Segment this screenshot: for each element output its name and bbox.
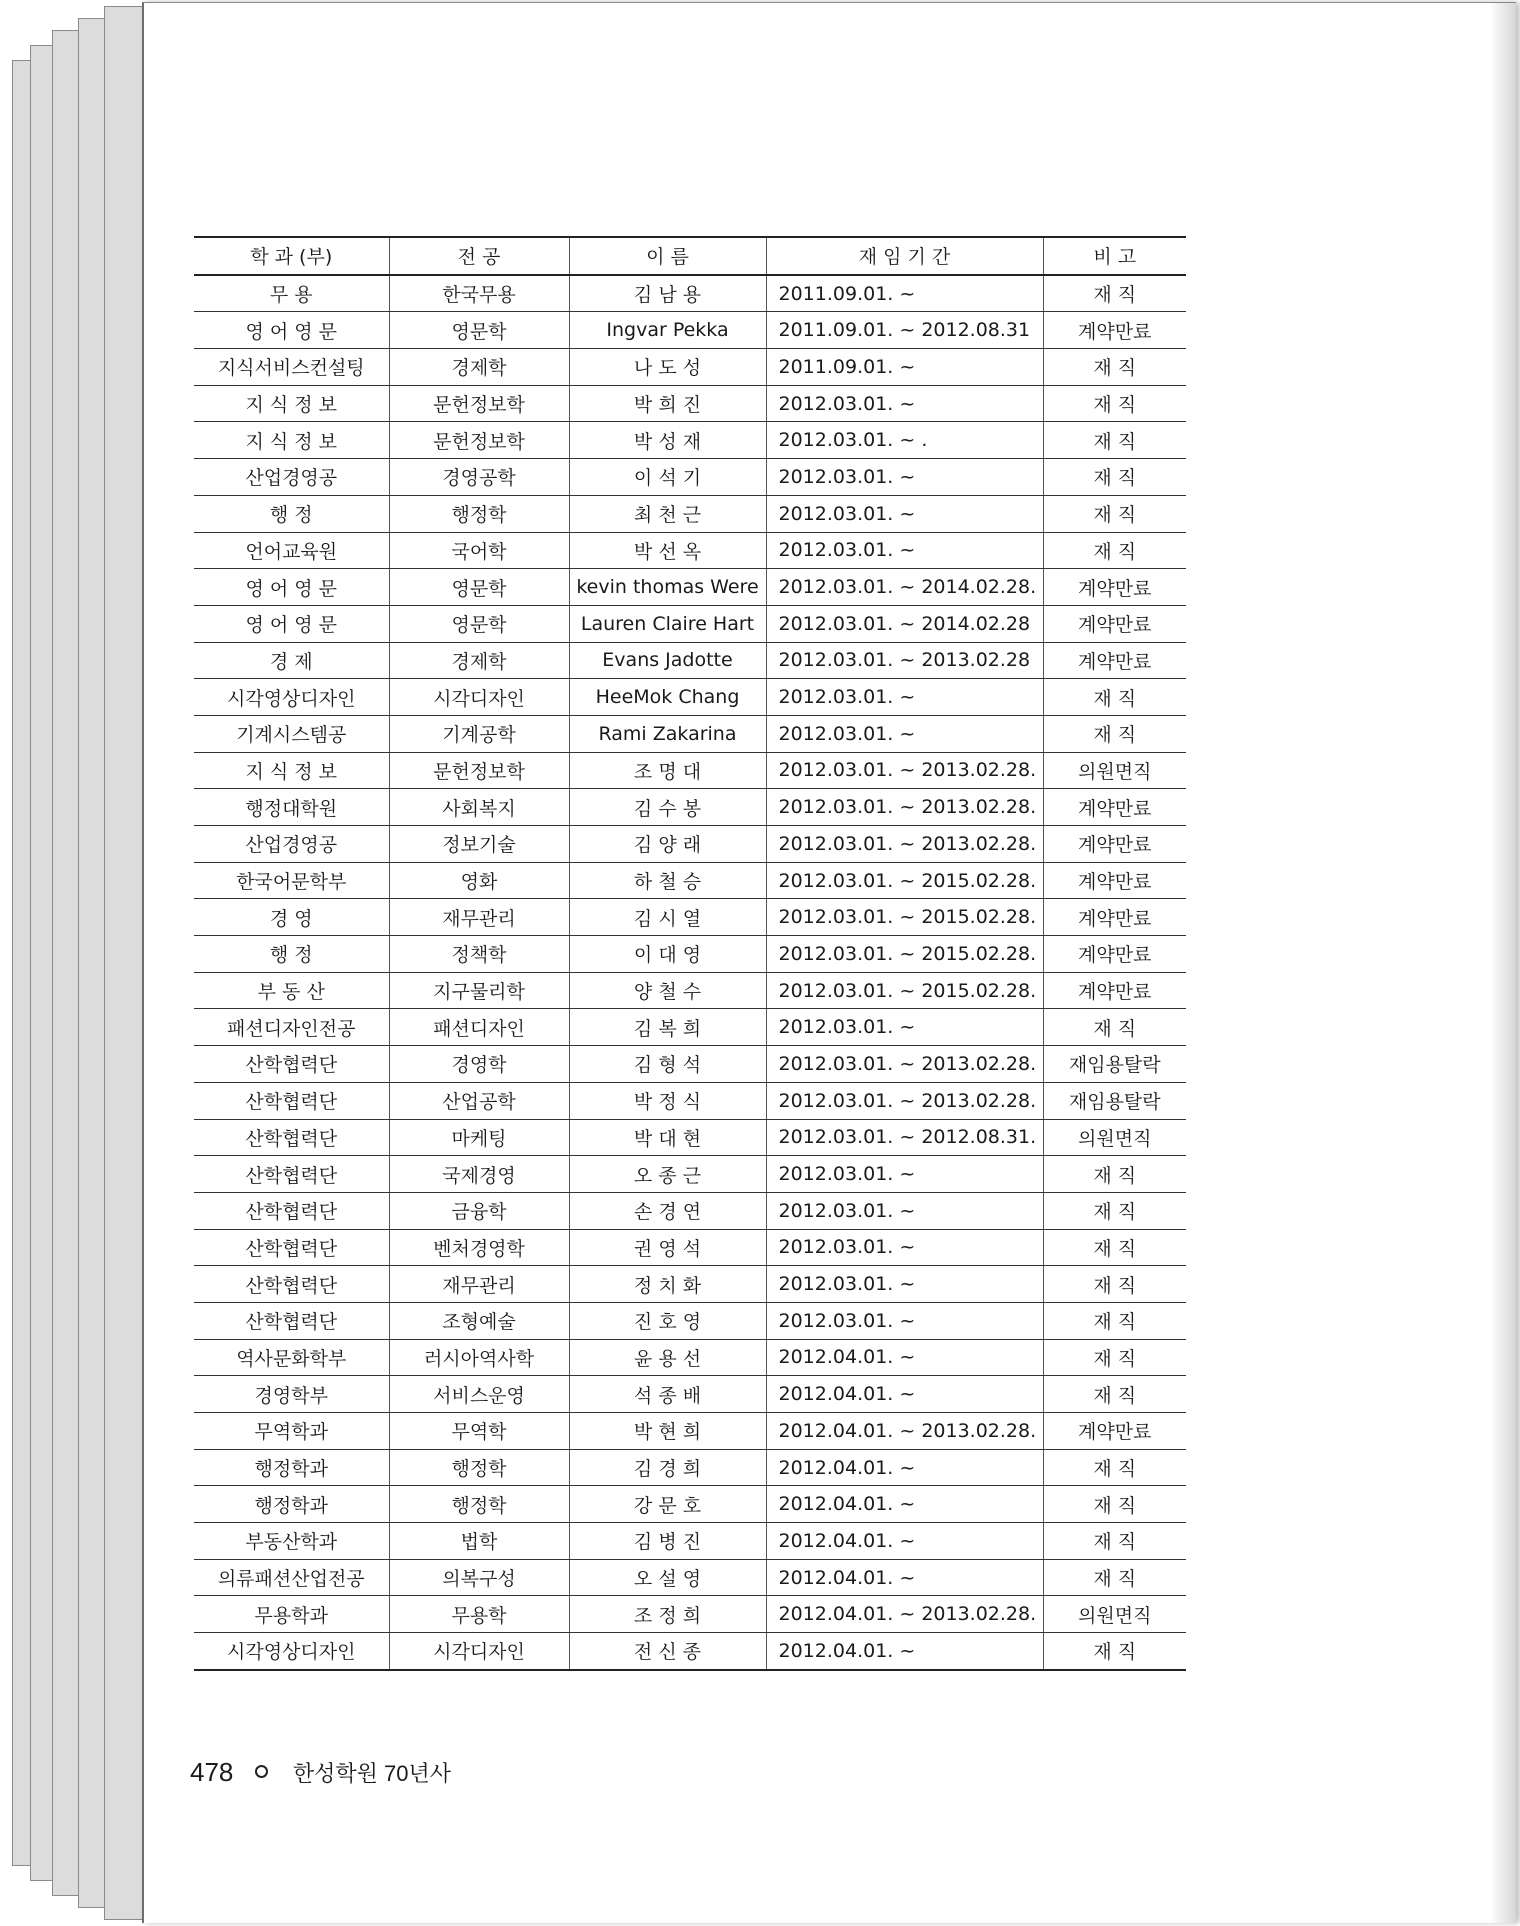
cell-department: 산학협력단 bbox=[194, 1266, 389, 1303]
cell-name: 나 도 성 bbox=[569, 349, 766, 386]
table-row bbox=[194, 972, 1186, 1009]
cell-name: 김 시 열 bbox=[569, 899, 766, 936]
table-row bbox=[194, 422, 1186, 459]
cell-remarks: 의원면직 bbox=[1043, 1596, 1186, 1633]
cell-department: 역사문화학부 bbox=[194, 1339, 389, 1376]
cell-period: 2012.04.01. ~ bbox=[766, 1449, 1043, 1486]
cell-major: 기계공학 bbox=[389, 715, 569, 752]
cell-major: 문헌정보학 bbox=[389, 752, 569, 789]
cell-remarks: 재 직 bbox=[1043, 1192, 1186, 1229]
table-row bbox=[194, 312, 1186, 349]
cell-major: 영문학 bbox=[389, 569, 569, 606]
cell-name: kevin thomas Were bbox=[569, 569, 766, 606]
cell-period: 2012.03.01. ~ 2013.02.28. bbox=[766, 1082, 1043, 1119]
cell-name: Evans Jadotte bbox=[569, 642, 766, 679]
cell-name: Rami Zakarina bbox=[569, 715, 766, 752]
cell-name: 박 희 진 bbox=[569, 385, 766, 422]
table-row bbox=[194, 1229, 1186, 1266]
cell-remarks: 재 직 bbox=[1043, 275, 1186, 312]
table-row bbox=[194, 1082, 1186, 1119]
cell-name: 박 대 현 bbox=[569, 1119, 766, 1156]
cell-major: 러시아역사학 bbox=[389, 1339, 569, 1376]
cell-remarks: 재 직 bbox=[1043, 385, 1186, 422]
cell-remarks: 재 직 bbox=[1043, 1229, 1186, 1266]
cell-remarks: 재 직 bbox=[1043, 1559, 1186, 1596]
table-row bbox=[194, 826, 1186, 863]
cell-period: 2012.03.01. ~ 2014.02.28. bbox=[766, 569, 1043, 606]
cell-major: 경영공학 bbox=[389, 459, 569, 496]
header-period: 재 임 기 간 bbox=[766, 237, 1043, 275]
cell-period: 2012.03.01. ~ 2013.02.28. bbox=[766, 826, 1043, 863]
cell-name: 김 수 봉 bbox=[569, 789, 766, 826]
cell-department: 행 정 bbox=[194, 495, 389, 532]
cell-remarks: 재 직 bbox=[1043, 532, 1186, 569]
cell-name: 손 경 연 bbox=[569, 1192, 766, 1229]
cell-name: 석 종 배 bbox=[569, 1376, 766, 1413]
cell-major: 마케팅 bbox=[389, 1119, 569, 1156]
table-row bbox=[194, 1596, 1186, 1633]
cell-name: 박 선 옥 bbox=[569, 532, 766, 569]
cell-name: 양 철 수 bbox=[569, 972, 766, 1009]
cell-period: 2012.04.01. ~ bbox=[766, 1339, 1043, 1376]
cell-department: 행정대학원 bbox=[194, 789, 389, 826]
cell-department: 행정학과 bbox=[194, 1449, 389, 1486]
cell-name: 김 형 석 bbox=[569, 1046, 766, 1083]
table-row bbox=[194, 275, 1186, 312]
cell-department: 기계시스템공 bbox=[194, 715, 389, 752]
cell-name: 강 문 호 bbox=[569, 1486, 766, 1523]
cell-remarks: 재 직 bbox=[1043, 1156, 1186, 1193]
cell-remarks: 계약만료 bbox=[1043, 899, 1186, 936]
cell-department: 행 정 bbox=[194, 936, 389, 973]
cell-name: 김 병 진 bbox=[569, 1523, 766, 1560]
cell-department: 한국어문학부 bbox=[194, 862, 389, 899]
cell-period: 2012.03.01. ~ bbox=[766, 715, 1043, 752]
header-department: 학 과 (부) bbox=[194, 237, 389, 275]
cell-major: 행정학 bbox=[389, 495, 569, 532]
cell-major: 벤처경영학 bbox=[389, 1229, 569, 1266]
table-row bbox=[194, 605, 1186, 642]
cell-department: 행정학과 bbox=[194, 1486, 389, 1523]
table-header-row bbox=[194, 237, 1186, 275]
cell-remarks: 재 직 bbox=[1043, 1633, 1186, 1670]
cell-period: 2012.03.01. ~ 2015.02.28. bbox=[766, 899, 1043, 936]
cell-major: 법학 bbox=[389, 1523, 569, 1560]
table-row bbox=[194, 1449, 1186, 1486]
cell-remarks: 재 직 bbox=[1043, 349, 1186, 386]
cell-remarks: 계약만료 bbox=[1043, 642, 1186, 679]
cell-period: 2012.03.01. ~ bbox=[766, 1156, 1043, 1193]
cell-remarks: 계약만료 bbox=[1043, 789, 1186, 826]
cell-department: 영 어 영 문 bbox=[194, 569, 389, 606]
cell-period: 2012.03.01. ~ bbox=[766, 385, 1043, 422]
cell-name: 김 경 희 bbox=[569, 1449, 766, 1486]
bullet-circle-icon bbox=[255, 1765, 268, 1778]
cell-name: 최 천 근 bbox=[569, 495, 766, 532]
cell-remarks: 계약만료 bbox=[1043, 972, 1186, 1009]
cell-period: 2012.04.01. ~ bbox=[766, 1559, 1043, 1596]
cell-major: 한국무용 bbox=[389, 275, 569, 312]
cell-department: 언어교육원 bbox=[194, 532, 389, 569]
cell-remarks: 계약만료 bbox=[1043, 569, 1186, 606]
table-row bbox=[194, 1192, 1186, 1229]
cell-major: 문헌정보학 bbox=[389, 385, 569, 422]
cell-major: 서비스운영 bbox=[389, 1376, 569, 1413]
cell-period: 2012.03.01. ~ 2014.02.28 bbox=[766, 605, 1043, 642]
cell-name: HeeMok Chang bbox=[569, 679, 766, 716]
cell-major: 산업공학 bbox=[389, 1082, 569, 1119]
table-row bbox=[194, 679, 1186, 716]
cell-remarks: 재 직 bbox=[1043, 495, 1186, 532]
table-row bbox=[194, 1339, 1186, 1376]
cell-name: 하 철 승 bbox=[569, 862, 766, 899]
cell-remarks: 재 직 bbox=[1043, 1009, 1186, 1046]
book-title: 한성학원 70년사 bbox=[292, 1761, 451, 1786]
cell-major: 국제경영 bbox=[389, 1156, 569, 1193]
page-fold-shadow bbox=[1490, 3, 1516, 1923]
table-row bbox=[194, 752, 1186, 789]
cell-major: 영문학 bbox=[389, 605, 569, 642]
cell-department: 지 식 정 보 bbox=[194, 752, 389, 789]
cell-department: 시각영상디자인 bbox=[194, 679, 389, 716]
cell-remarks: 재 직 bbox=[1043, 422, 1186, 459]
table-row bbox=[194, 936, 1186, 973]
table-row bbox=[194, 899, 1186, 936]
cell-remarks: 계약만료 bbox=[1043, 936, 1186, 973]
faculty-table bbox=[194, 236, 1186, 1671]
cell-name: 진 호 영 bbox=[569, 1302, 766, 1339]
cell-name: 조 명 대 bbox=[569, 752, 766, 789]
header-remarks: 비 고 bbox=[1043, 237, 1186, 275]
cell-department: 산학협력단 bbox=[194, 1156, 389, 1193]
table-row bbox=[194, 1266, 1186, 1303]
cell-period: 2012.03.01. ~ bbox=[766, 1302, 1043, 1339]
cell-remarks: 재 직 bbox=[1043, 1486, 1186, 1523]
cell-name: Ingvar Pekka bbox=[569, 312, 766, 349]
cell-period: 2012.04.01. ~ 2013.02.28. bbox=[766, 1596, 1043, 1633]
cell-remarks: 재임용탈락 bbox=[1043, 1046, 1186, 1083]
cell-remarks: 재 직 bbox=[1043, 1302, 1186, 1339]
cell-name: Lauren Claire Hart bbox=[569, 605, 766, 642]
table-row bbox=[194, 1119, 1186, 1156]
cell-period: 2012.03.01. ~ 2013.02.28. bbox=[766, 789, 1043, 826]
cell-period: 2012.03.01. ~ 2015.02.28. bbox=[766, 972, 1043, 1009]
table-row bbox=[194, 642, 1186, 679]
table-row bbox=[194, 495, 1186, 532]
cell-period: 2012.03.01. ~ 2013.02.28 bbox=[766, 642, 1043, 679]
cell-remarks: 계약만료 bbox=[1043, 605, 1186, 642]
cell-period: 2012.03.01. ~ bbox=[766, 1266, 1043, 1303]
cell-major: 사회복지 bbox=[389, 789, 569, 826]
table-row bbox=[194, 1523, 1186, 1560]
cell-period: 2012.04.01. ~ bbox=[766, 1376, 1043, 1413]
cell-period: 2012.03.01. ~ bbox=[766, 1192, 1043, 1229]
cell-remarks: 의원면직 bbox=[1043, 1119, 1186, 1156]
table-row bbox=[194, 1413, 1186, 1450]
cell-major: 국어학 bbox=[389, 532, 569, 569]
cell-major: 영화 bbox=[389, 862, 569, 899]
cell-name: 박 정 식 bbox=[569, 1082, 766, 1119]
cell-department: 패션디자인전공 bbox=[194, 1009, 389, 1046]
cell-name: 조 정 희 bbox=[569, 1596, 766, 1633]
cell-department: 산학협력단 bbox=[194, 1119, 389, 1156]
cell-major: 시각디자인 bbox=[389, 679, 569, 716]
cell-period: 2012.04.01. ~ bbox=[766, 1486, 1043, 1523]
header-name: 이 름 bbox=[569, 237, 766, 275]
cell-major: 의복구성 bbox=[389, 1559, 569, 1596]
cell-department: 산업경영공 bbox=[194, 459, 389, 496]
table-row bbox=[194, 569, 1186, 606]
cell-major: 재무관리 bbox=[389, 1266, 569, 1303]
cell-remarks: 계약만료 bbox=[1043, 862, 1186, 899]
cell-department: 산학협력단 bbox=[194, 1229, 389, 1266]
table-row bbox=[194, 532, 1186, 569]
cell-department: 부 동 산 bbox=[194, 972, 389, 1009]
cell-period: 2012.03.01. ~ bbox=[766, 1009, 1043, 1046]
cell-department: 산학협력단 bbox=[194, 1192, 389, 1229]
cell-department: 산업경영공 bbox=[194, 826, 389, 863]
cell-major: 경영학 bbox=[389, 1046, 569, 1083]
cell-period: 2012.03.01. ~ bbox=[766, 1229, 1043, 1266]
cell-name: 이 석 기 bbox=[569, 459, 766, 496]
cell-department: 경 영 bbox=[194, 899, 389, 936]
cell-period: 2011.09.01. ~ bbox=[766, 349, 1043, 386]
page-stack-edges bbox=[0, 0, 150, 1926]
cell-name: 윤 용 선 bbox=[569, 1339, 766, 1376]
cell-name: 김 복 희 bbox=[569, 1009, 766, 1046]
cell-remarks: 재 직 bbox=[1043, 1523, 1186, 1560]
cell-period: 2012.04.01. ~ 2013.02.28. bbox=[766, 1413, 1043, 1450]
cell-major: 정보기술 bbox=[389, 826, 569, 863]
cell-department: 무역학과 bbox=[194, 1413, 389, 1450]
table-row bbox=[194, 1009, 1186, 1046]
cell-remarks: 의원면직 bbox=[1043, 752, 1186, 789]
cell-department: 의류패션산업전공 bbox=[194, 1559, 389, 1596]
cell-remarks: 재 직 bbox=[1043, 1266, 1186, 1303]
table-row bbox=[194, 1302, 1186, 1339]
cell-remarks: 재 직 bbox=[1043, 715, 1186, 752]
cell-remarks: 계약만료 bbox=[1043, 1413, 1186, 1450]
cell-period: 2012.03.01. ~ bbox=[766, 532, 1043, 569]
cell-department: 산학협력단 bbox=[194, 1046, 389, 1083]
cell-department: 지 식 정 보 bbox=[194, 385, 389, 422]
cell-department: 경영학부 bbox=[194, 1376, 389, 1413]
cell-department: 산학협력단 bbox=[194, 1302, 389, 1339]
cell-remarks: 재임용탈락 bbox=[1043, 1082, 1186, 1119]
cell-period: 2012.03.01. ~ 2013.02.28. bbox=[766, 752, 1043, 789]
cell-remarks: 계약만료 bbox=[1043, 312, 1186, 349]
cell-major: 시각디자인 bbox=[389, 1633, 569, 1670]
cell-name: 이 대 영 bbox=[569, 936, 766, 973]
cell-major: 지구물리학 bbox=[389, 972, 569, 1009]
page-number: 478 bbox=[190, 1757, 234, 1787]
cell-name: 김 양 래 bbox=[569, 826, 766, 863]
cell-major: 재무관리 bbox=[389, 899, 569, 936]
cell-period: 2011.09.01. ~ 2012.08.31 bbox=[766, 312, 1043, 349]
header-major: 전 공 bbox=[389, 237, 569, 275]
cell-period: 2012.03.01. ~ bbox=[766, 679, 1043, 716]
cell-name: 박 현 희 bbox=[569, 1413, 766, 1450]
cell-major: 문헌정보학 bbox=[389, 422, 569, 459]
table-row bbox=[194, 385, 1186, 422]
cell-major: 정책학 bbox=[389, 936, 569, 973]
cell-major: 경제학 bbox=[389, 642, 569, 679]
cell-department: 지 식 정 보 bbox=[194, 422, 389, 459]
cell-department: 부동산학과 bbox=[194, 1523, 389, 1560]
cell-name: 정 치 화 bbox=[569, 1266, 766, 1303]
cell-major: 금융학 bbox=[389, 1192, 569, 1229]
cell-remarks: 재 직 bbox=[1043, 1339, 1186, 1376]
cell-department: 영 어 영 문 bbox=[194, 312, 389, 349]
cell-name: 전 신 종 bbox=[569, 1633, 766, 1670]
cell-department: 영 어 영 문 bbox=[194, 605, 389, 642]
cell-department: 무 용 bbox=[194, 275, 389, 312]
cell-period: 2012.03.01. ~ bbox=[766, 459, 1043, 496]
table-row bbox=[194, 349, 1186, 386]
cell-remarks: 계약만료 bbox=[1043, 826, 1186, 863]
cell-major: 패션디자인 bbox=[389, 1009, 569, 1046]
cell-major: 무용학 bbox=[389, 1596, 569, 1633]
cell-period: 2012.03.01. ~ 2013.02.28. bbox=[766, 1046, 1043, 1083]
table-row bbox=[194, 459, 1186, 496]
cell-name: 박 성 재 bbox=[569, 422, 766, 459]
cell-department: 지식서비스컨설팅 bbox=[194, 349, 389, 386]
cell-major: 행정학 bbox=[389, 1449, 569, 1486]
cell-period: 2012.04.01. ~ bbox=[766, 1633, 1043, 1670]
table-row bbox=[194, 715, 1186, 752]
cell-period: 2012.04.01. ~ bbox=[766, 1523, 1043, 1560]
cell-period: 2012.03.01. ~ 2015.02.28. bbox=[766, 862, 1043, 899]
cell-department: 경 제 bbox=[194, 642, 389, 679]
cell-name: 오 종 근 bbox=[569, 1156, 766, 1193]
table-row bbox=[194, 1376, 1186, 1413]
cell-major: 무역학 bbox=[389, 1413, 569, 1450]
table-body bbox=[194, 275, 1186, 1670]
table-row bbox=[194, 1559, 1186, 1596]
page-footer bbox=[190, 1757, 451, 1788]
cell-period: 2012.03.01. ~ bbox=[766, 495, 1043, 532]
cell-department: 산학협력단 bbox=[194, 1082, 389, 1119]
cell-remarks: 재 직 bbox=[1043, 459, 1186, 496]
cell-name: 권 영 석 bbox=[569, 1229, 766, 1266]
table-row bbox=[194, 789, 1186, 826]
table-row bbox=[194, 1156, 1186, 1193]
cell-period: 2012.03.01. ~ 2015.02.28. bbox=[766, 936, 1043, 973]
cell-period: 2011.09.01. ~ bbox=[766, 275, 1043, 312]
cell-major: 영문학 bbox=[389, 312, 569, 349]
cell-department: 무용학과 bbox=[194, 1596, 389, 1633]
cell-period: 2012.03.01. ~ . bbox=[766, 422, 1043, 459]
cell-remarks: 재 직 bbox=[1043, 1449, 1186, 1486]
table-row bbox=[194, 1633, 1186, 1670]
cell-remarks: 재 직 bbox=[1043, 679, 1186, 716]
cell-department: 시각영상디자인 bbox=[194, 1633, 389, 1670]
cell-name: 오 설 영 bbox=[569, 1559, 766, 1596]
table-row bbox=[194, 1486, 1186, 1523]
cell-major: 행정학 bbox=[389, 1486, 569, 1523]
cell-period: 2012.03.01. ~ 2012.08.31. bbox=[766, 1119, 1043, 1156]
cell-major: 조형예술 bbox=[389, 1302, 569, 1339]
cell-major: 경제학 bbox=[389, 349, 569, 386]
cell-remarks: 재 직 bbox=[1043, 1376, 1186, 1413]
table-row bbox=[194, 1046, 1186, 1083]
table-row bbox=[194, 862, 1186, 899]
cell-name: 김 남 용 bbox=[569, 275, 766, 312]
